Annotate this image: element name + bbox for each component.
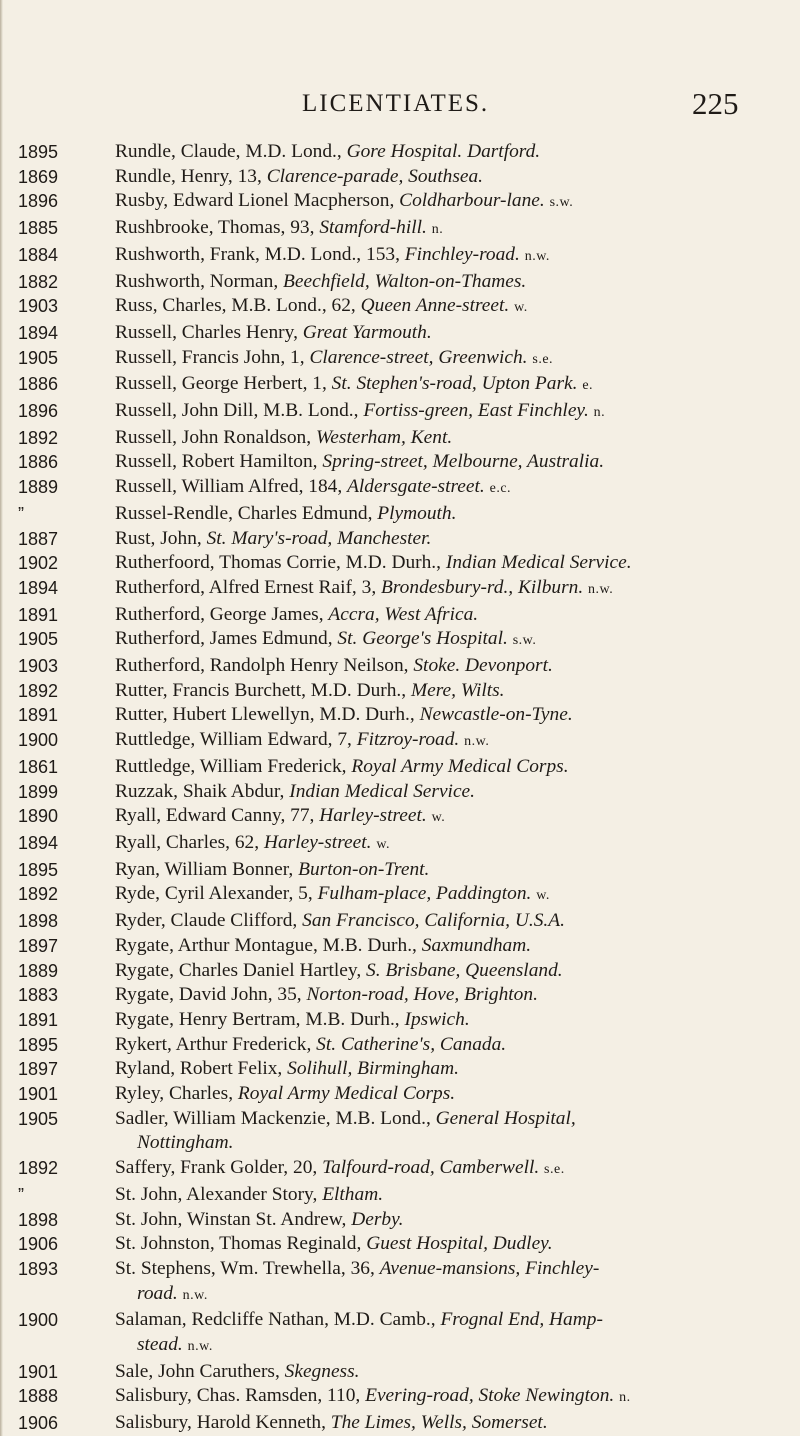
entry-name: Russell, John Ronaldson, [115, 426, 316, 448]
entry-name: Rygate, Henry Bertram, M.B. Durh., [115, 1008, 405, 1030]
entry-year: 1892 [18, 427, 59, 448]
entry-name: Ruttledge, William Frederick, [115, 755, 352, 777]
entry-address: Spring-street, Melbourne, Australia. [322, 451, 605, 473]
entry-text [115, 1107, 795, 1156]
entry-address: Stoke. Devonport. [413, 655, 553, 677]
list-item [0, 527, 800, 552]
entry-name: Sadler, William Mackenzie, M.B. Lond., [115, 1107, 436, 1129]
entry-name: Rygate, Charles Daniel Hartley, [115, 959, 367, 981]
list-item [0, 703, 800, 728]
entry-continuation [115, 1333, 795, 1360]
entry-address: Frognal End, Hamp- [440, 1309, 603, 1331]
entry-text [115, 1057, 795, 1082]
entry-name: Rygate, Arthur Montague, M.B. Durh., [115, 934, 422, 956]
list-item [0, 804, 800, 831]
entry-name: Russell, Francis John, 1, [115, 346, 310, 368]
entry-year: 1905 [18, 629, 59, 650]
entry-name: Saffery, Frank Golder, 20, [115, 1157, 323, 1179]
entry-district: s.w. [512, 633, 537, 649]
entry-year: 1900 [18, 1310, 59, 1331]
entry-text [115, 140, 795, 165]
entry-district: w. [431, 810, 446, 826]
entry-year: 1889 [18, 477, 59, 498]
entry-name: Russell, John Dill, M.B. Lond., [115, 400, 364, 422]
entry-text [115, 294, 795, 321]
entry-district: n. [619, 1390, 631, 1406]
entry-district: w. [376, 836, 391, 852]
entry-address: St. Catherine's, Canada. [316, 1033, 507, 1055]
list-item [0, 728, 800, 755]
entry-text [115, 934, 795, 959]
entry-year: 1883 [18, 985, 59, 1006]
entry-text [115, 502, 795, 527]
list-item [0, 755, 800, 780]
list-item [0, 1208, 800, 1233]
entry-district: n.w. [524, 248, 550, 264]
entry-name: Rutter, Francis Burchett, M.D. Durh., [115, 679, 411, 701]
list-item [0, 1308, 800, 1359]
list-item [0, 576, 800, 603]
entry-address: Evering-road, Stoke Newington. [365, 1385, 615, 1407]
entry-name: Rushworth, Norman, [115, 270, 284, 292]
entry-district: n. [431, 222, 444, 238]
list-item [0, 934, 800, 959]
list-item [0, 959, 800, 984]
list-item [0, 1008, 800, 1033]
entry-year: 1897 [18, 1059, 59, 1080]
entry-text [115, 1360, 795, 1385]
entry-address: St. Stephen's-road, Upton Park. [331, 373, 578, 395]
list-item [0, 1183, 800, 1208]
entry-year: ” [18, 1184, 24, 1205]
page-number: 225 [692, 86, 739, 121]
list-item [0, 475, 800, 502]
entry-text [115, 1033, 795, 1058]
entry-name: Russell, Charles Henry, [115, 321, 303, 343]
entry-name: Rusby, Edward Lionel Macpherson, [115, 190, 400, 212]
entry-address: Queen Anne-street. [360, 295, 510, 317]
entry-address: General Hospital, [435, 1107, 576, 1129]
entry-text [115, 527, 795, 552]
entry-text [115, 475, 795, 502]
entry-year: 1886 [18, 452, 59, 473]
entry-address: Beechfield, Walton-on-Thames. [283, 270, 527, 292]
entry-address: Norton-road, Hove, Brighton. [306, 984, 538, 1006]
entry-address: Harley-street. [319, 805, 427, 827]
entry-name: Russ, Charles, M.B. Lond., 62, [115, 295, 361, 317]
list-item [0, 909, 800, 934]
entry-year: 1890 [18, 806, 59, 827]
list-item [0, 1232, 800, 1257]
entry-year: 1891 [18, 604, 59, 625]
entry-district: n.w. [464, 734, 490, 750]
entry-address: Coldharbour-lane. [399, 190, 545, 212]
entry-name: Ruttledge, William Edward, 7, [115, 729, 357, 751]
entry-year: 1886 [18, 374, 59, 395]
entry-name: St. Stephens, Wm. Trewhella, 36, [115, 1257, 380, 1279]
entry-text [115, 551, 795, 576]
entry-address: Burton-on-Trent. [298, 858, 430, 880]
entry-name: Ryan, William Bonner, [115, 858, 299, 880]
list-item [0, 780, 800, 805]
entry-name: Rutherfoord, Thomas Corrie, M.D. Durh., [115, 552, 446, 574]
list-item [0, 243, 800, 270]
entry-address: Talfourd-road, Camberwell. [322, 1157, 540, 1179]
entry-name: Salisbury, Harold Kenneth, [115, 1412, 331, 1434]
entry-district: s.w. [549, 195, 574, 211]
entry-address: Great Yarmouth. [302, 321, 432, 343]
entry-name: Rust, John, [115, 527, 207, 549]
entry-name: Rutherford, Alfred Ernest Raif, 3, [115, 576, 382, 598]
entry-name: Ryall, Edward Canny, 77, [115, 805, 320, 827]
entry-text [115, 1208, 795, 1233]
entry-text [115, 858, 795, 883]
entry-year: 1891 [18, 705, 59, 726]
entry-address: Westerham, Kent. [315, 426, 453, 448]
entry-name: Sale, John Caruthers, [115, 1360, 285, 1382]
entry-address: San Francisco, California, U.S.A. [302, 910, 565, 932]
entry-year: 1884 [18, 244, 59, 265]
entry-address: Fortiss-green, East Finchley. [363, 400, 589, 422]
entry-address: Saxmundham. [421, 934, 532, 956]
entry-year: 1894 [18, 322, 59, 343]
entry-address: Brondesbury-rd., Kilburn. [381, 576, 584, 598]
entry-district: w. [536, 888, 550, 904]
entry-text [115, 243, 795, 270]
entry-name: Russell, Robert Hamilton, [115, 451, 323, 473]
entry-district: n.w. [187, 1339, 213, 1355]
entry-year: 1892 [18, 884, 59, 905]
entry-year: 1891 [18, 1009, 59, 1030]
entry-district: e.c. [489, 481, 512, 497]
entry-year: 1895 [18, 1034, 59, 1055]
entry-name: Rygate, David John, 35, [115, 984, 307, 1006]
entry-name: Salisbury, Chas. Ramsden, 110, [115, 1385, 366, 1407]
entry-text [115, 1232, 795, 1257]
list-item [0, 831, 800, 858]
entry-address: S. Brisbane, Queensland. [366, 959, 563, 981]
entry-name: St. John, Alexander Story, [115, 1183, 323, 1205]
list-item [0, 1156, 800, 1183]
list-item [0, 346, 800, 373]
entry-year: 1888 [18, 1386, 59, 1407]
list-item [0, 502, 800, 527]
entry-address: Clarence-street, Greenwich. [309, 346, 528, 368]
entry-name: Rutherford, Randolph Henry Neilson, [115, 655, 414, 677]
entry-year: 1889 [18, 960, 59, 981]
entry-year: 1896 [18, 401, 59, 422]
entry-year: 1905 [18, 347, 59, 368]
entry-name: Ruzzak, Shaik Abdur, [115, 780, 290, 802]
list-item [0, 165, 800, 190]
list-item [0, 189, 800, 216]
entry-address: Royal Army Medical Corps. [237, 1083, 456, 1105]
list-item [0, 426, 800, 451]
entry-address: Avenue-mansions, Finchley- [379, 1257, 600, 1279]
entry-year: 1869 [18, 166, 59, 187]
entry-year: 1906 [18, 1234, 59, 1255]
entry-text [115, 216, 795, 243]
entry-text [115, 399, 795, 426]
entry-text [115, 1183, 795, 1208]
entry-address: Skegness. [284, 1360, 360, 1382]
entry-year: 1898 [18, 911, 59, 932]
entry-text [115, 1156, 795, 1183]
list-item [0, 399, 800, 426]
entry-address-continued: road. [137, 1282, 178, 1304]
entry-district: e. [582, 378, 594, 394]
entry-text [115, 603, 795, 628]
entry-text [115, 1008, 795, 1033]
entry-continuation [115, 1131, 795, 1156]
entry-year: 1901 [18, 1361, 59, 1382]
entry-name: St. Johnston, Thomas Reginald, [115, 1233, 367, 1255]
entry-district: n.w. [588, 581, 614, 597]
page-header [0, 86, 800, 126]
entry-text [115, 654, 795, 679]
list-item [0, 1107, 800, 1156]
entry-year: 1893 [18, 1258, 59, 1279]
entry-year: 1882 [18, 271, 59, 292]
entry-year: 1905 [18, 1108, 59, 1129]
entry-name: Rutherford, George James, [115, 603, 329, 625]
entry-text [115, 909, 795, 934]
list-item [0, 627, 800, 654]
list-item [0, 140, 800, 165]
entry-text [115, 703, 795, 728]
entry-year: 1902 [18, 553, 59, 574]
entry-continuation [115, 1282, 795, 1309]
entry-district: n. [593, 405, 606, 421]
licentiate-list [0, 140, 800, 1436]
list-item [0, 1384, 800, 1411]
list-item [0, 321, 800, 346]
list-item [0, 294, 800, 321]
entry-address-continued: stead. [137, 1334, 183, 1356]
entry-address: Gore Hospital. Dartford. [346, 141, 541, 162]
entry-name: Rushworth, Frank, M.D. Lond., 153, [115, 243, 405, 265]
entry-name: Ryland, Robert Felix, [115, 1058, 288, 1080]
entry-address: Solihull, Birmingham. [287, 1058, 459, 1080]
list-item [0, 654, 800, 679]
entry-year: 1899 [18, 781, 59, 802]
entry-name: Ryley, Charles, [115, 1083, 238, 1105]
entry-address: Plymouth. [377, 502, 457, 524]
entry-address: Eltham. [322, 1183, 384, 1205]
entry-address: Ipswich. [404, 1008, 470, 1030]
entry-text [115, 831, 795, 858]
entry-year: 1892 [18, 1158, 59, 1179]
entry-year: 1895 [18, 142, 59, 162]
entry-address: Aldersgate-street. [347, 476, 485, 498]
entry-text [115, 426, 795, 451]
list-item [0, 551, 800, 576]
list-item [0, 679, 800, 704]
entry-name: Rundle, Henry, 13, [115, 165, 267, 187]
entry-year: 1897 [18, 935, 59, 956]
entry-year: 1885 [18, 218, 59, 239]
entry-year: 1900 [18, 730, 59, 751]
entry-year: 1901 [18, 1084, 59, 1105]
entry-text [115, 728, 795, 755]
entry-address: St. Mary's-road, Manchester. [206, 527, 432, 549]
entry-address: Fitzroy-road. [356, 729, 460, 751]
entry-year: 1892 [18, 680, 59, 701]
entry-text [115, 780, 795, 805]
list-item [0, 882, 800, 909]
list-item [0, 1360, 800, 1385]
list-item [0, 216, 800, 243]
entry-name: Ryde, Cyril Alexander, 5, [115, 883, 318, 905]
entry-text [115, 165, 795, 190]
entry-text [115, 1384, 795, 1411]
entry-name: Ryder, Claude Clifford, [115, 910, 303, 932]
list-item [0, 1033, 800, 1058]
entry-address: Accra, West Africa. [328, 603, 479, 625]
entry-address: Guest Hospital, Dudley. [366, 1233, 553, 1255]
list-item [0, 372, 800, 399]
entry-name: Salaman, Redcliffe Nathan, M.D. Camb., [115, 1309, 441, 1331]
entry-year: 1903 [18, 656, 59, 677]
entry-address: Indian Medical Service. [445, 552, 632, 574]
entry-address: Newcastle-on-Tyne. [419, 704, 573, 726]
entry-address: Fulham-place, Paddington. [317, 883, 532, 905]
list-item [0, 1411, 800, 1436]
list-item [0, 270, 800, 295]
running-head: LICENTIATES. [302, 90, 490, 117]
entry-address: Stamford-hill. [319, 217, 427, 239]
entry-year: 1895 [18, 859, 59, 880]
entry-year: 1903 [18, 296, 59, 317]
list-item [0, 1057, 800, 1082]
list-item [0, 983, 800, 1008]
entry-name: Rundle, Claude, M.D. Lond., [115, 141, 347, 162]
entry-address: Clarence-parade, Southsea. [266, 165, 484, 187]
entry-year: 1898 [18, 1209, 59, 1230]
entry-text [115, 1411, 795, 1436]
entry-district: w. [514, 300, 528, 316]
entry-text [115, 959, 795, 984]
entry-name: Rutter, Hubert Llewellyn, M.D. Durh., [115, 704, 420, 726]
entry-year: ” [18, 503, 24, 524]
entry-address-continued: Nottingham. [137, 1132, 234, 1154]
list-item [0, 858, 800, 883]
list-item [0, 450, 800, 475]
entry-year: 1896 [18, 191, 59, 212]
entry-year: 1861 [18, 756, 59, 777]
entry-text [115, 804, 795, 831]
entry-year: 1906 [18, 1413, 59, 1434]
entry-text [115, 576, 795, 603]
entry-address: Finchley-road. [404, 243, 520, 265]
entry-text [115, 679, 795, 704]
entry-name: Ryall, Charles, 62, [115, 831, 264, 853]
entry-address: St. George's Hospital. [337, 628, 508, 650]
entry-text [115, 189, 795, 216]
entry-year: 1887 [18, 528, 59, 549]
list-item [0, 1082, 800, 1107]
entry-name: Rykert, Arthur Frederick, [115, 1033, 317, 1055]
entry-text [115, 321, 795, 346]
entry-text [115, 882, 795, 909]
entry-address: Mere, Wilts. [410, 679, 505, 701]
entry-text [115, 372, 795, 399]
entry-text [115, 1257, 795, 1308]
entry-text [115, 983, 795, 1008]
entry-district: s.e. [544, 1162, 565, 1178]
entry-text [115, 346, 795, 373]
entry-name: Rutherford, James Edmund, [115, 628, 338, 650]
entry-address: The Limes, Wells, Somerset. [330, 1412, 548, 1434]
entry-text [115, 755, 795, 780]
list-item [0, 603, 800, 628]
entry-year: 1894 [18, 832, 59, 853]
list-item [0, 1257, 800, 1308]
entry-text [115, 1308, 795, 1359]
entry-district: n.w. [182, 1287, 208, 1303]
entry-text [115, 627, 795, 654]
entry-name: Russell, William Alfred, 184, [115, 476, 348, 498]
entry-text [115, 270, 795, 295]
entry-name: Russel-Rendle, Charles Edmund, [115, 502, 378, 524]
entry-name: Russell, George Herbert, 1, [115, 373, 332, 395]
entry-text [115, 1082, 795, 1107]
entry-name: Rushbrooke, Thomas, 93, [115, 217, 320, 239]
entry-district: s.e. [532, 351, 554, 367]
entry-address: Derby. [351, 1208, 404, 1230]
entry-name: St. John, Winstan St. Andrew, [115, 1208, 352, 1230]
entry-text [115, 450, 795, 475]
entry-address: Royal Army Medical Corps. [351, 755, 569, 777]
entry-address: Harley-street. [263, 831, 372, 853]
entry-year: 1894 [18, 577, 59, 598]
entry-address: Indian Medical Service. [289, 780, 476, 802]
